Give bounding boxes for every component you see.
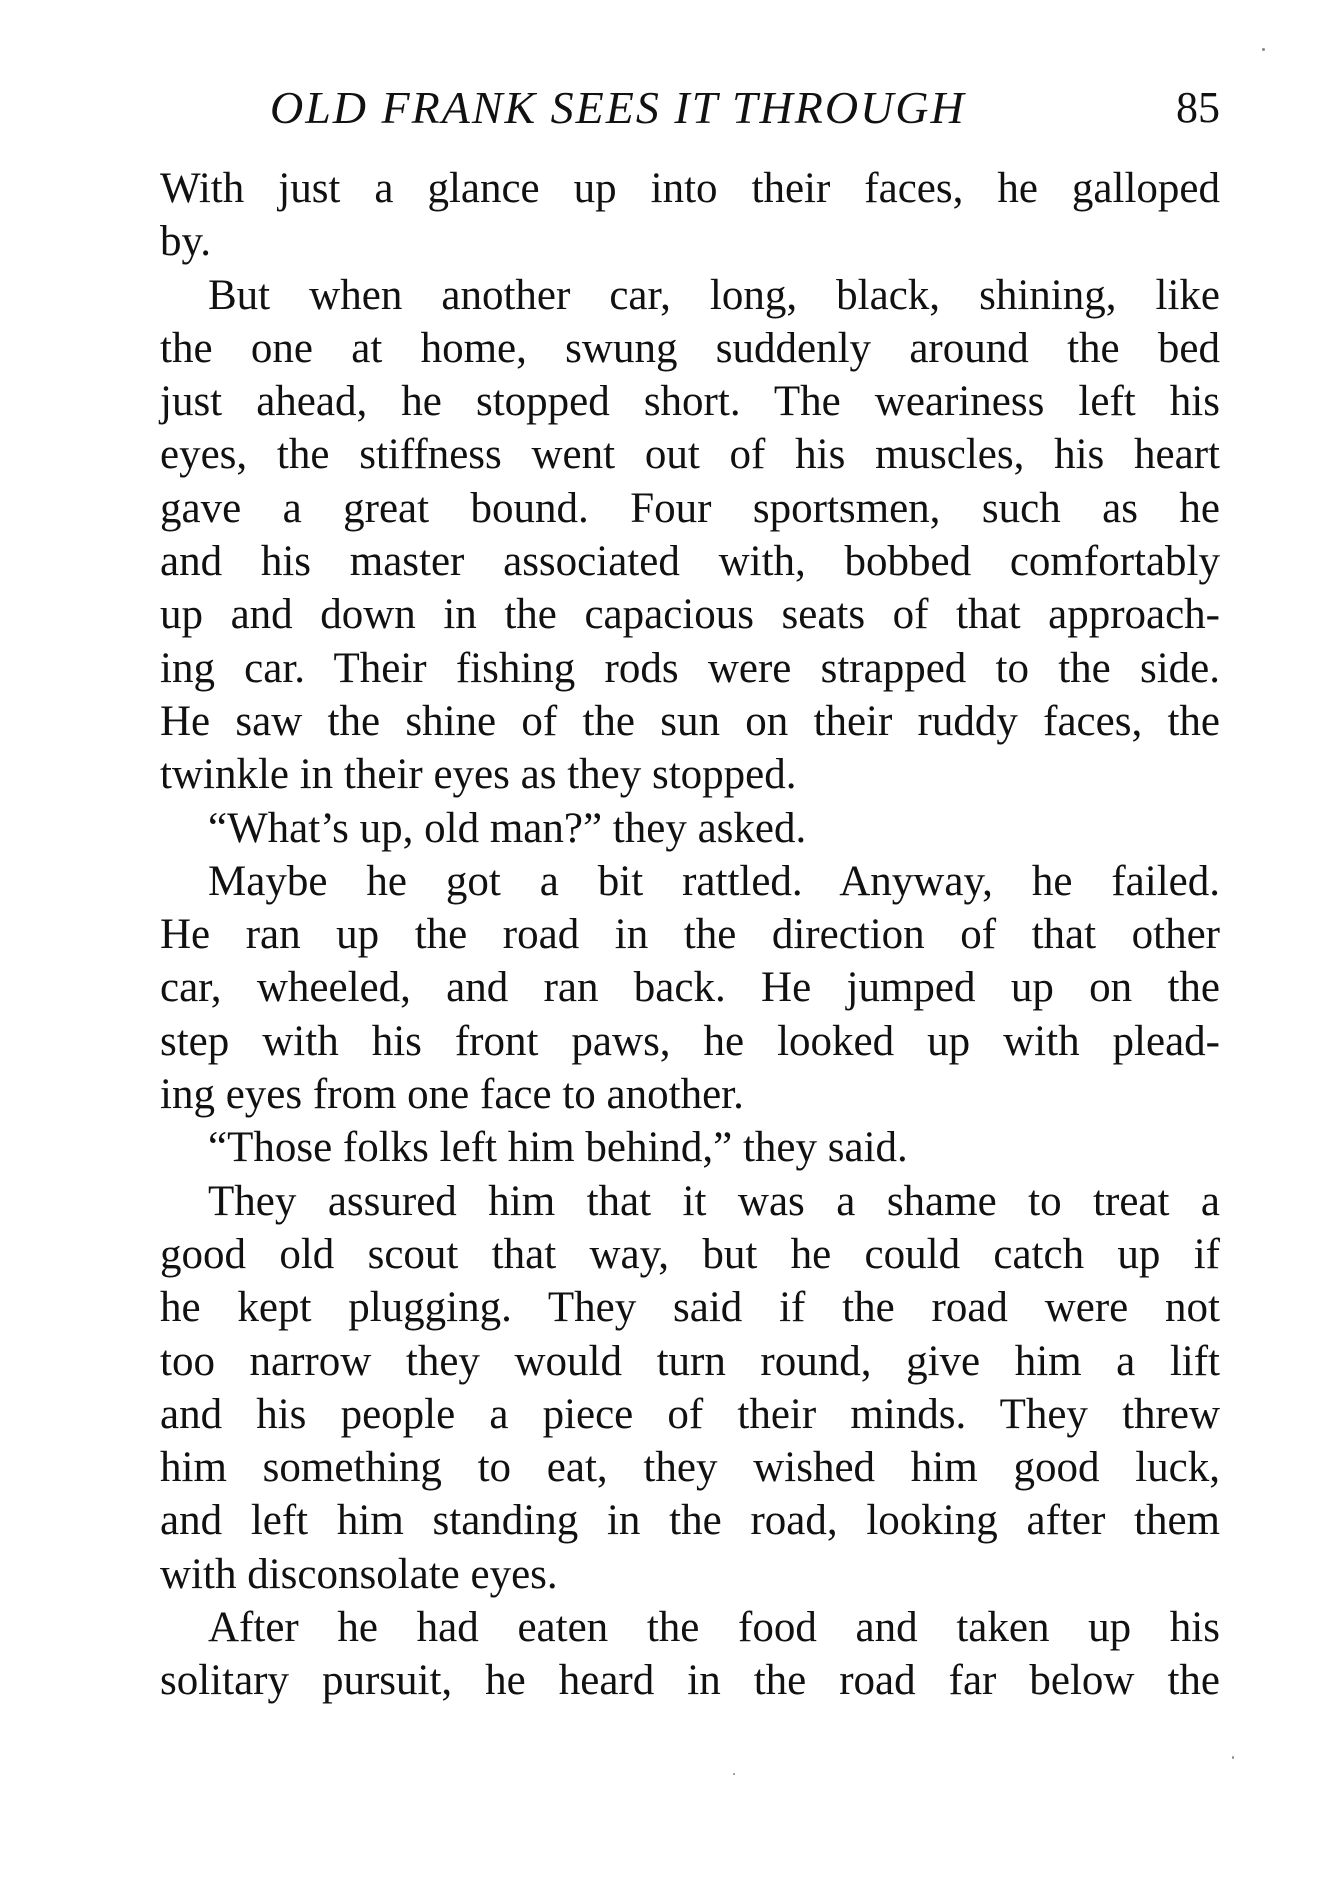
text-line: ing eyes from one face to another.	[160, 1071, 744, 1119]
text-line: the one at home, swung suddenly around the bed	[160, 324, 1220, 372]
paper-speck	[733, 1773, 735, 1775]
text-line: They assured him that it was a shame to treat a	[208, 1177, 1220, 1225]
text-line: After he had eaten the food and taken up his	[208, 1604, 1220, 1652]
text-line: solitary pursuit, he heard in the road far below the	[160, 1657, 1220, 1705]
text-line: With just a glance up into their faces, he galloped	[160, 165, 1220, 212]
text-line: and left him standing in the road, looking after them	[160, 1497, 1220, 1545]
text-line: “Those folks left him behind,” they said.	[208, 1124, 908, 1172]
paper-speck	[1232, 1756, 1234, 1759]
text-line: up and down in the capacious seats of that approach-	[160, 591, 1220, 639]
text-line: eyes, the stiffness went out of his muscles, his heart	[160, 431, 1220, 479]
body-text	[160, 162, 1220, 1708]
text-line: gave a great bound. Four sportsmen, such as he	[160, 484, 1220, 532]
text-line: with disconsolate eyes.	[160, 1550, 558, 1598]
text-line: too narrow they would turn round, give him a lift	[160, 1337, 1220, 1385]
text-line: But when another car, long, black, shining, like	[208, 271, 1220, 319]
running-title: OLD FRANK SEES IT THROUGH	[270, 82, 966, 133]
text-line: car, wheeled, and ran back. He jumped up on the	[160, 964, 1220, 1012]
text-line: and his people a piece of their minds. They threw	[160, 1390, 1220, 1438]
text-line: twinkle in their eyes as they stopped.	[160, 751, 797, 799]
running-head	[160, 78, 1220, 138]
text-line: ing car. Their fishing rods were strapped to the side.	[160, 644, 1220, 692]
text-line: just ahead, he stopped short. The weariness left his	[160, 378, 1220, 426]
text-line: by.	[160, 218, 211, 266]
text-line: he kept plugging. They said if the road were not	[160, 1284, 1220, 1332]
text-line: He saw the shine of the sun on their ruddy faces, the	[160, 697, 1220, 745]
text-line: “What’s up, old man?” they asked.	[208, 804, 807, 852]
text-line: good old scout that way, but he could catch up if	[160, 1230, 1220, 1278]
paper-speck	[1262, 48, 1265, 51]
text-line: Maybe he got a bit rattled. Anyway, he failed.	[208, 857, 1220, 905]
page-number: 85	[1176, 83, 1220, 132]
text-line: him something to eat, they wished him good luck,	[160, 1444, 1220, 1492]
text-line: and his master associated with, bobbed comfortably	[160, 538, 1220, 586]
text-line: step with his front paws, he looked up with plead-	[160, 1017, 1220, 1065]
text-line: He ran up the road in the direction of that other	[160, 911, 1220, 959]
